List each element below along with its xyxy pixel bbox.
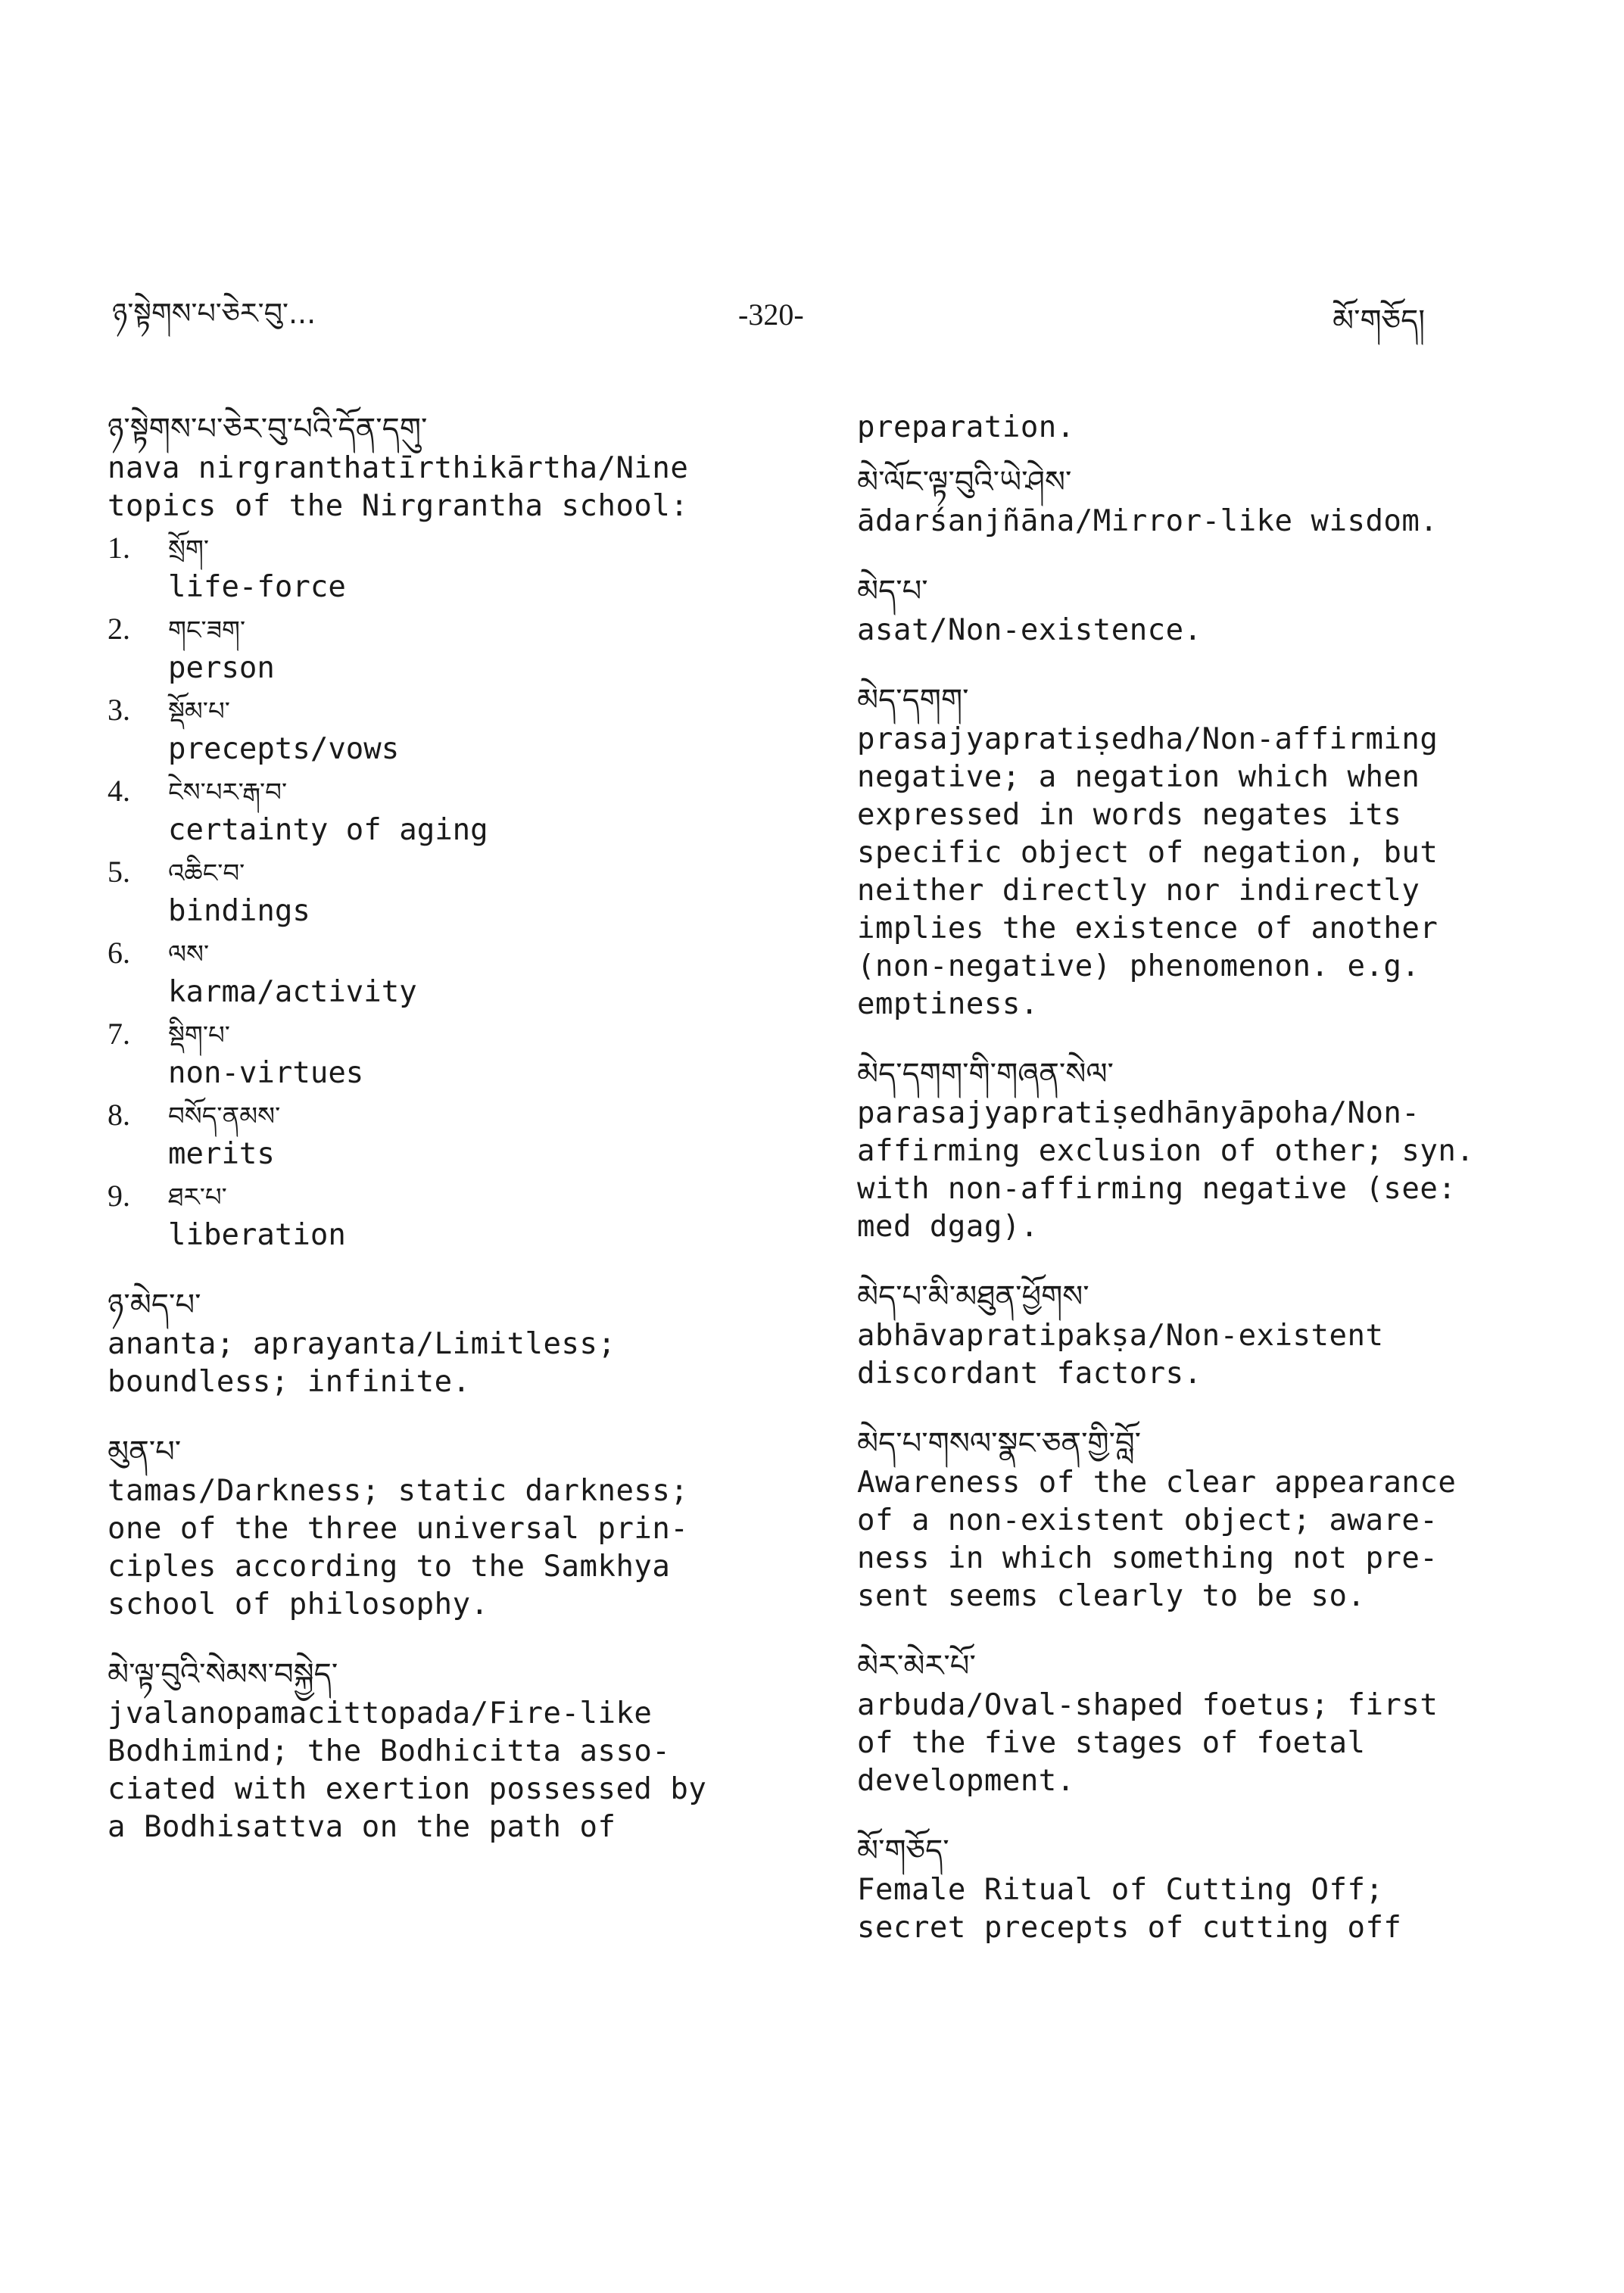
list-tibetan: སྲོག་ (168, 534, 210, 565)
definition: nava nirgranthatīrthikārtha/Nine topics of the Nirgrantha school: (108, 451, 689, 523)
headword-tibetan: མེད་དགག་ (857, 683, 969, 718)
entry-fire-like-bodhimind (108, 1654, 774, 1846)
definition: asat/Non-existence. (857, 613, 1202, 647)
definition: tamas/Darkness; static darkness; one of the three universal prin- ciples according to the Samkhya school of philosophy. (108, 1474, 689, 1622)
definition: jvalanopamacittopada/Fire-like Bodhimind; the Bodhicitta asso- ciated with exertion possessed by a Bodhisattva on the path of (108, 1696, 707, 1844)
running-head-left: ཉ་སྟེགས་པ་ཅེར་བུ་... (112, 297, 316, 330)
running-head-right: མོ་གཅོད། (1333, 304, 1426, 338)
entry-clear-appearance (857, 1423, 1538, 1615)
headword-tibetan: མེད་དགག་གི་གཞན་སེལ་ (857, 1057, 1114, 1092)
list-tibetan: སྡོམ་པ་ (168, 696, 230, 727)
list-english: liberation (168, 1218, 346, 1252)
list-english: person (168, 651, 275, 685)
definition: abhāvapratipakṣa/Non-existent discordant factors. (857, 1319, 1384, 1391)
definition: ādarśanjñāna/Mirror-like wisdom. (857, 504, 1439, 538)
list-item (108, 692, 774, 768)
list-english: life-force (168, 570, 346, 604)
entry-mirror-like-wisdom (857, 462, 1538, 541)
list-tibetan: བསོད་ནམས་ (168, 1101, 281, 1132)
list-number: 7. (108, 1017, 130, 1051)
entry-darkness (108, 1432, 774, 1624)
list-english: karma/activity (168, 975, 417, 1009)
entry-oval-shaped-foetus (857, 1646, 1538, 1800)
headword-tibetan: མེར་མེར་པོ་ (857, 1649, 976, 1684)
headword-tibetan: མེད་པ་ (857, 574, 928, 609)
list-item (108, 854, 774, 930)
headword-tibetan: མུན་པ་ (108, 1435, 182, 1469)
continued-text: preparation. (857, 410, 1075, 444)
definition: parasajyapratiṣedhānyāpoha/Non- affirming exclusion of other; syn. with non-affirming negative (see: med dgag). (857, 1096, 1475, 1244)
headword-tibetan: མེད་པ་གསལ་སྣང་ཅན་གྱི་བློ་ (857, 1426, 1142, 1461)
list-number: 1. (108, 531, 130, 565)
entry-non-existent-discordant (857, 1276, 1538, 1393)
list-item (108, 530, 774, 606)
entry-non-affirming-negative (857, 680, 1538, 1023)
list-number: 9. (108, 1179, 130, 1213)
list-english: bindings (168, 894, 310, 928)
entry-non-existence (857, 571, 1538, 650)
entry-non-affirming-exclusion (857, 1054, 1538, 1246)
entry-female-ritual (857, 1830, 1538, 1947)
headword-tibetan: མོ་གཅོད་ (857, 1833, 949, 1868)
list-english: precepts/vows (168, 732, 400, 766)
list-item (108, 773, 774, 849)
page-number: -320- (738, 298, 804, 332)
left-column (108, 409, 774, 1877)
list-item (108, 611, 774, 687)
headword-tibetan: མེ་ལོང་ལྟ་བུའི་ཡེ་ཤེས་ (857, 465, 1072, 500)
list-tibetan: གང་ཟག་ (168, 615, 246, 646)
definition: prasajyapratiṣedha/Non-affirming negative; a negation which when expressed in words negates its specific object of negation, but neither directly nor indirectly implies the existence of another (non-negative) phenomenon. e.g. emptiness. (857, 722, 1439, 1021)
list-tibetan: ལས་ (168, 939, 210, 970)
list-number: 8. (108, 1098, 130, 1132)
list-number: 2. (108, 612, 130, 646)
definition: Female Ritual of Cutting Off; secret precepts of cutting off (857, 1873, 1402, 1945)
list-english: certainty of aging (168, 813, 488, 847)
headword-tibetan: མེད་པ་མི་མཐུན་ཕྱོགས་ (857, 1279, 1089, 1314)
list-item (108, 1016, 774, 1092)
list-number: 6. (108, 936, 130, 970)
definition: Awareness of the clear appearance of a non-existent object; aware- ness in which something not pre- sent seems clearly to be so. (857, 1466, 1457, 1613)
list-tibetan: སྡིག་པ་ (168, 1020, 230, 1051)
list-tibetan: ཐར་པ་ (168, 1182, 227, 1213)
headword-tibetan: ཉ་མེད་པ་ (108, 1288, 201, 1323)
entry-nine-topics (108, 409, 774, 1254)
list-english: merits (168, 1137, 275, 1171)
list-number: 5. (108, 855, 130, 889)
list-number: 4. (108, 774, 130, 808)
list-number: 3. (108, 693, 130, 727)
list-tibetan: ངེས་པར་རྒ་བ་ (168, 777, 288, 808)
list-item (108, 1178, 774, 1254)
list-item (108, 935, 774, 1011)
headword-tibetan: མེ་ལྟ་བུའི་སེམས་བསྐྱེད་ (108, 1657, 338, 1692)
definition: arbuda/Oval-shaped foetus; first of the five stages of foetal development. (857, 1688, 1439, 1798)
headword-tibetan: ཉ་སྟེགས་པ་ཅེར་བུ་པའི་དོན་དགུ་ (108, 412, 428, 447)
entry-limitless (108, 1285, 774, 1401)
list-english: non-virtues (168, 1056, 364, 1090)
numbered-list (108, 530, 774, 1254)
list-tibetan: འཆིང་བ་ (168, 858, 245, 889)
list-item (108, 1097, 774, 1173)
definition: ananta; aprayanta/Limitless; boundless; infinite. (108, 1327, 616, 1399)
right-column (857, 409, 1538, 1977)
